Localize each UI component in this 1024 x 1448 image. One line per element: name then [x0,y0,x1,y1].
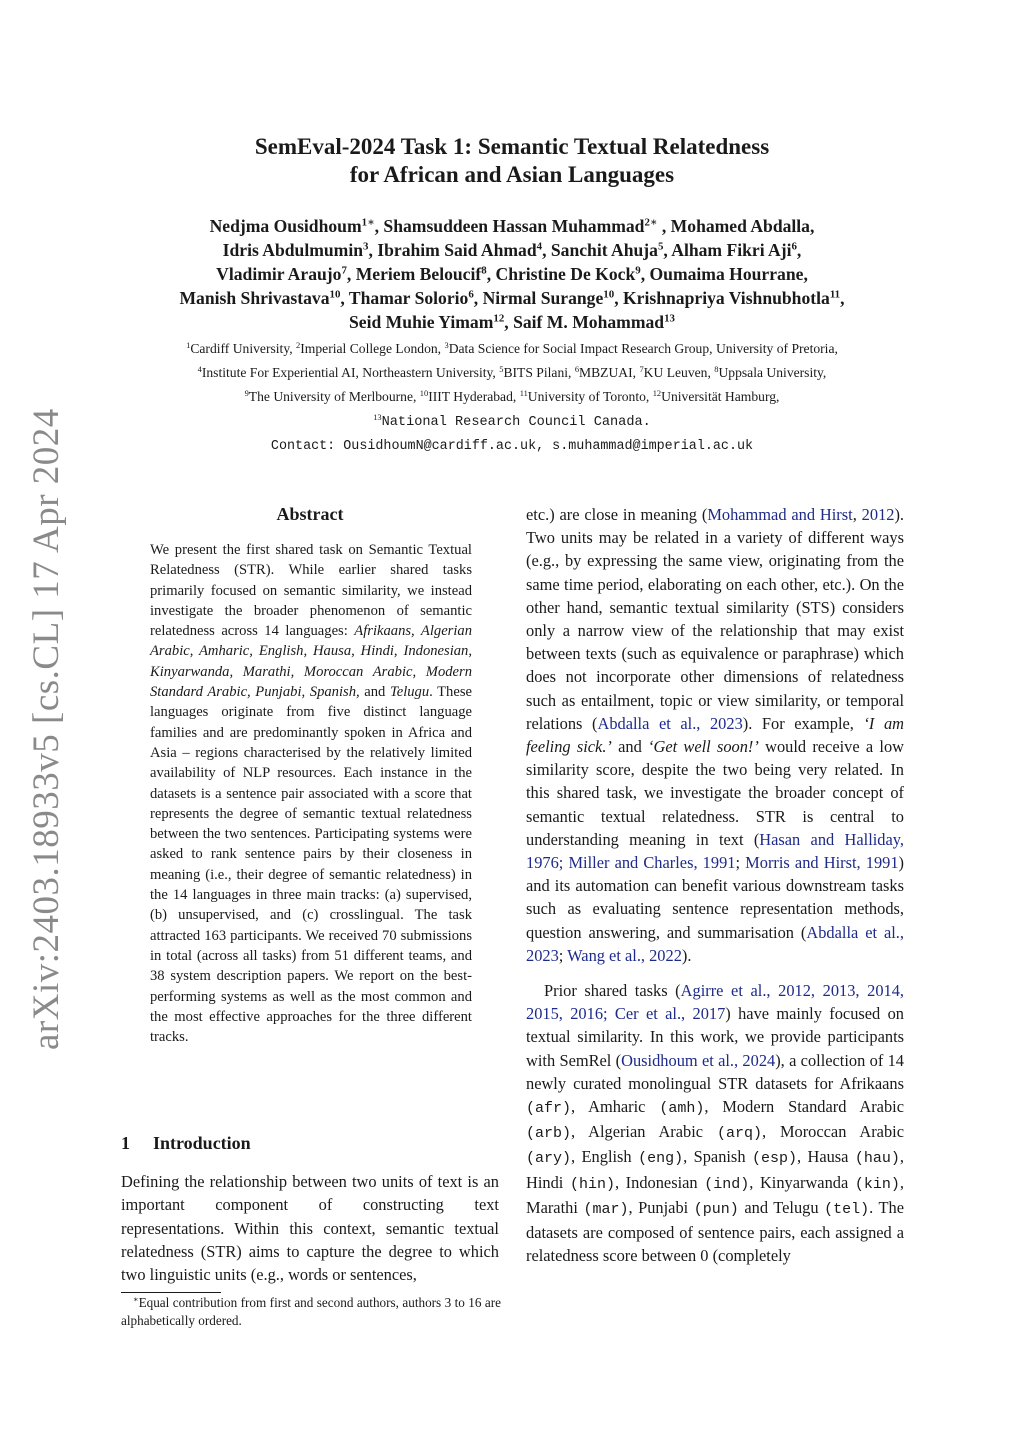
language-code: (eng) [638,1150,684,1168]
section-number: 1 [121,1133,130,1153]
language-code: (hau) [854,1150,900,1168]
author-line-1: Nedjma Ousidhoum$^{1∗}$, Shamsuddeen Hassan Muhammad$^{2∗}$ , Mohamed Abdalla, [209,216,815,236]
author-name: Thamar Solorio [348,288,469,308]
section-heading-introduction [121,1133,251,1154]
intro-paragraph-left: Defining the relationship between two units of text is an important component of constructing text representations. Within this context, semantic textual relatedness (STR) aims to capture the degree to which two linguistic units (e.g., words or sentences, [121,1172,499,1285]
intro-right-column [526,503,904,1268]
author-name: Christine De Kock [495,264,636,284]
footnote: ∗Equal contribution from first and second authors, authors 3 to 16 are alphabetically ordered. [121,1294,501,1328]
citation-link[interactable]: Abdalla et al., 2023 [526,922,905,965]
citation-link[interactable]: 2012 [861,505,895,524]
author-line-5: Seid Muhie Yimam$^{12}$, Saif M. Mohammad$^{13}$ [349,312,675,332]
language-code: (amh) [659,1100,705,1118]
author-name: Oumaima Hourrane [649,264,804,284]
language-code: (hin) [569,1175,615,1193]
intro-paragraph-2: Prior shared tasks (Agirre et al., 2012, 2013, 2014, 2015, 2016; Cer et al., 2017) have mainly focused on textual similarity. In this work, we provide participants with SemRel (Ousidhoum et al., 2024), a collection of 14 newly curated monolingual STR datasets for Afrikaans (afr), Amharic (amh), Modern Standard Arabic (arb), Algerian Arabic (arq), Moroccan Arabic (ary), English (eng), Spanish (esp), Hausa (hau), Hindi (hin), Indonesian (ind), Kinyarwanda (kin), Marathi (mar), Punjabi (pun) and Telugu (tel). The datasets are composed of sentence pairs, each assigned a relatedness score between 0 (completely [526,981,904,1266]
citation-link[interactable]: Morris and Hirst, 1991 [745,853,899,873]
footnote-rule [121,1292,221,1293]
citation-link[interactable]: Agirre et al., 2012, 2013, 2014, 2015, 2016; Cer et al., 2017 [526,981,904,1024]
author-name: Meriem Beloucif [355,264,482,284]
author-name: Shamsuddeen Hassan Muhammad [383,216,645,236]
author-name: Saif M. Mohammad [513,312,665,332]
author-name: Mohamed Abdalla [670,216,810,236]
author-line-2: Idris Abdulmumin$^3$, Ibrahim Said Ahmad$^4$, Sanchit Ahuja$^5$, Alham Fikri Aji$^6$, [222,240,802,260]
citation-link[interactable]: Abdalla et al., 2023 [597,713,743,733]
affiliation-line-3: $^9$The University of Merlbourne, $^{10}$IIIT Hyderabad, $^{11}$University of Toronto, $^{12}$Universität Hamburg, [244,387,780,404]
citation-link[interactable]: Ousidhoum et al., 2024 [621,1050,776,1070]
section-title: Introduction [153,1133,251,1153]
author-line-4: Manish Shrivastava$^{10}$, Thamar Solorio$^6$, Nirmal Surange$^{10}$, Krishnapriya Vishnubhotla$^{11}$, [179,288,845,308]
author-list [60,214,964,334]
author-name: Seid Muhie Yimam [349,312,494,332]
abstract-languages: Afrikaans, Algerian Arabic, Amharic, English, Hausa, Hindi, Indonesian, Kinyarwanda, Marathi, Moroccan Arabic, Modern Standard Arabic, Punjabi, Spanish, [150,623,472,701]
author-name: Vladimir Araujo [216,264,342,284]
paper-title-line-1: SemEval-2024 Task 1: Semantic Textual Relatedness [254,134,770,159]
author-name: Idris Abdulmumin [222,240,363,260]
intro-paragraph-1: etc.) are close in meaning (Mohammad and Hirst, 2012). Two units may be related in a variety of different ways (e.g., by expressing the same view, originating from the same time period, elaborating on each other, etc.). On the other hand, semantic textual similarity (STS) considers only a narrow view of the relationship that may exist between texts (such as equivalence or paraphrase) which does not incorporate other dimensions of relatedness such as entailment, topic or view similarity, or temporal relations (Abdalla et al., 2023). For example, ‘I am feeling sick.’ and ‘Get well soon!’ would receive a low similarity score, despite the two being very related. In this shared task, we investigate the broader concept of semantic textual relatedness. STR is central to understanding meaning in text (Hasan and Halliday, 1976; Miller and Charles, 1991; Morris and Hirst, 1991) and its automation can benefit various downstream tasks such as evaluating sentence representation methods, question answering, and summarisation (Abdalla et al., 2023; Wang et al., 2022). [526,505,905,965]
arxiv-stamp: arXiv:2403.18933v5 [cs.CL] 17 Apr 2024 [26,408,67,1050]
citation-link[interactable]: Mohammad and Hirst [707,505,853,524]
language-code: (ind) [704,1175,750,1193]
contact-line: Contact: OusidhoumN@cardiff.ac.uk, s.muhammad@imperial.ac.uk [270,439,754,454]
citation-link[interactable]: Wang et al., 2022 [567,945,682,965]
author-name: Krishnapriya Vishnubhotla [623,288,830,308]
author-name: Nirmal Surange [482,288,604,308]
author-name: Ibrahim Said Ahmad [377,240,537,260]
author-name: Sanchit Ahuja [550,240,658,260]
abstract-heading: Abstract [276,504,344,524]
author-line-3: Vladimir Araujo$^7$, Meriem Beloucif$^8$, Christine De Kock$^9$, Oumaima Hourrane, [216,264,808,284]
author-name: Manish Shrivastava [179,288,330,308]
language-code: (mar) [583,1200,629,1218]
language-code: (tel) [824,1200,870,1218]
author-name: Nedjma Ousidhoum [209,216,362,236]
affiliations [60,337,964,459]
author-name: Alham Fikri Aji [671,240,792,260]
language-code: (ary) [526,1150,572,1168]
citation-link[interactable]: Hasan and Halliday, 1976; Miller and Charles, 1991 [526,829,904,873]
language-code: (arq) [716,1125,762,1143]
language-code: (pun) [693,1200,739,1218]
language-code: (esp) [751,1150,797,1168]
abstract-body: We present the first shared task on Semantic Textual Relatedness (STR). While earlier shared tasks primarily focused on semantic similarity, we instead investigate the broader phenomenon of semantic relatedness across 14 languages: Afrikaans, Algerian Arabic, Amharic, English, Hausa, Hindi, Indonesian, Kinyarwanda, Marathi, Moroccan Arabic, Modern Standard Arabic, Punjabi, Spanish, and Telugu. These languages originate from five distinct language families and are predominantly spoken in Africa and Asia – regions characterised by the relatively limited availability of NLP resources. Each instance in the datasets is a sentence pair associated with a score that represents the degree of semantic textual relatedness between the two sentences. Participating systems were asked to rank sentence pairs by their closeness in meaning (i.e., their degree of semantic relatedness) in the 14 languages in three main tracks: (a) supervised, (b) unsupervised, and (c) crosslingual. The task attracted 163 participants. We received 70 submissions in total (across all tasks) from 51 different teams, and 38 system description papers. We report on the best-performing systems as well as the most common and the most effective approaches for the three different tracks. [150,542,472,1046]
language-code: (kin) [854,1175,900,1193]
paper-title-line-2: for African and Asian Languages [349,162,675,187]
language-code: (arb) [526,1125,572,1143]
language-code: (afr) [526,1100,572,1118]
affiliation-line-4: $^{13}$National Research Council Canada. [373,411,651,430]
affiliation-line-1: $^1$Cardiff University, $^2$Imperial College London, $^3$Data Science for Social Impact Research Group, University of Pretoria, [186,339,838,356]
affiliation-line-2: $^4$Institute For Experiential AI, Northeastern University, $^5$BITS Pilani, $^6$MBZUAI, $^7$KU Leuven, $^8$Uppsala University, [197,363,827,380]
